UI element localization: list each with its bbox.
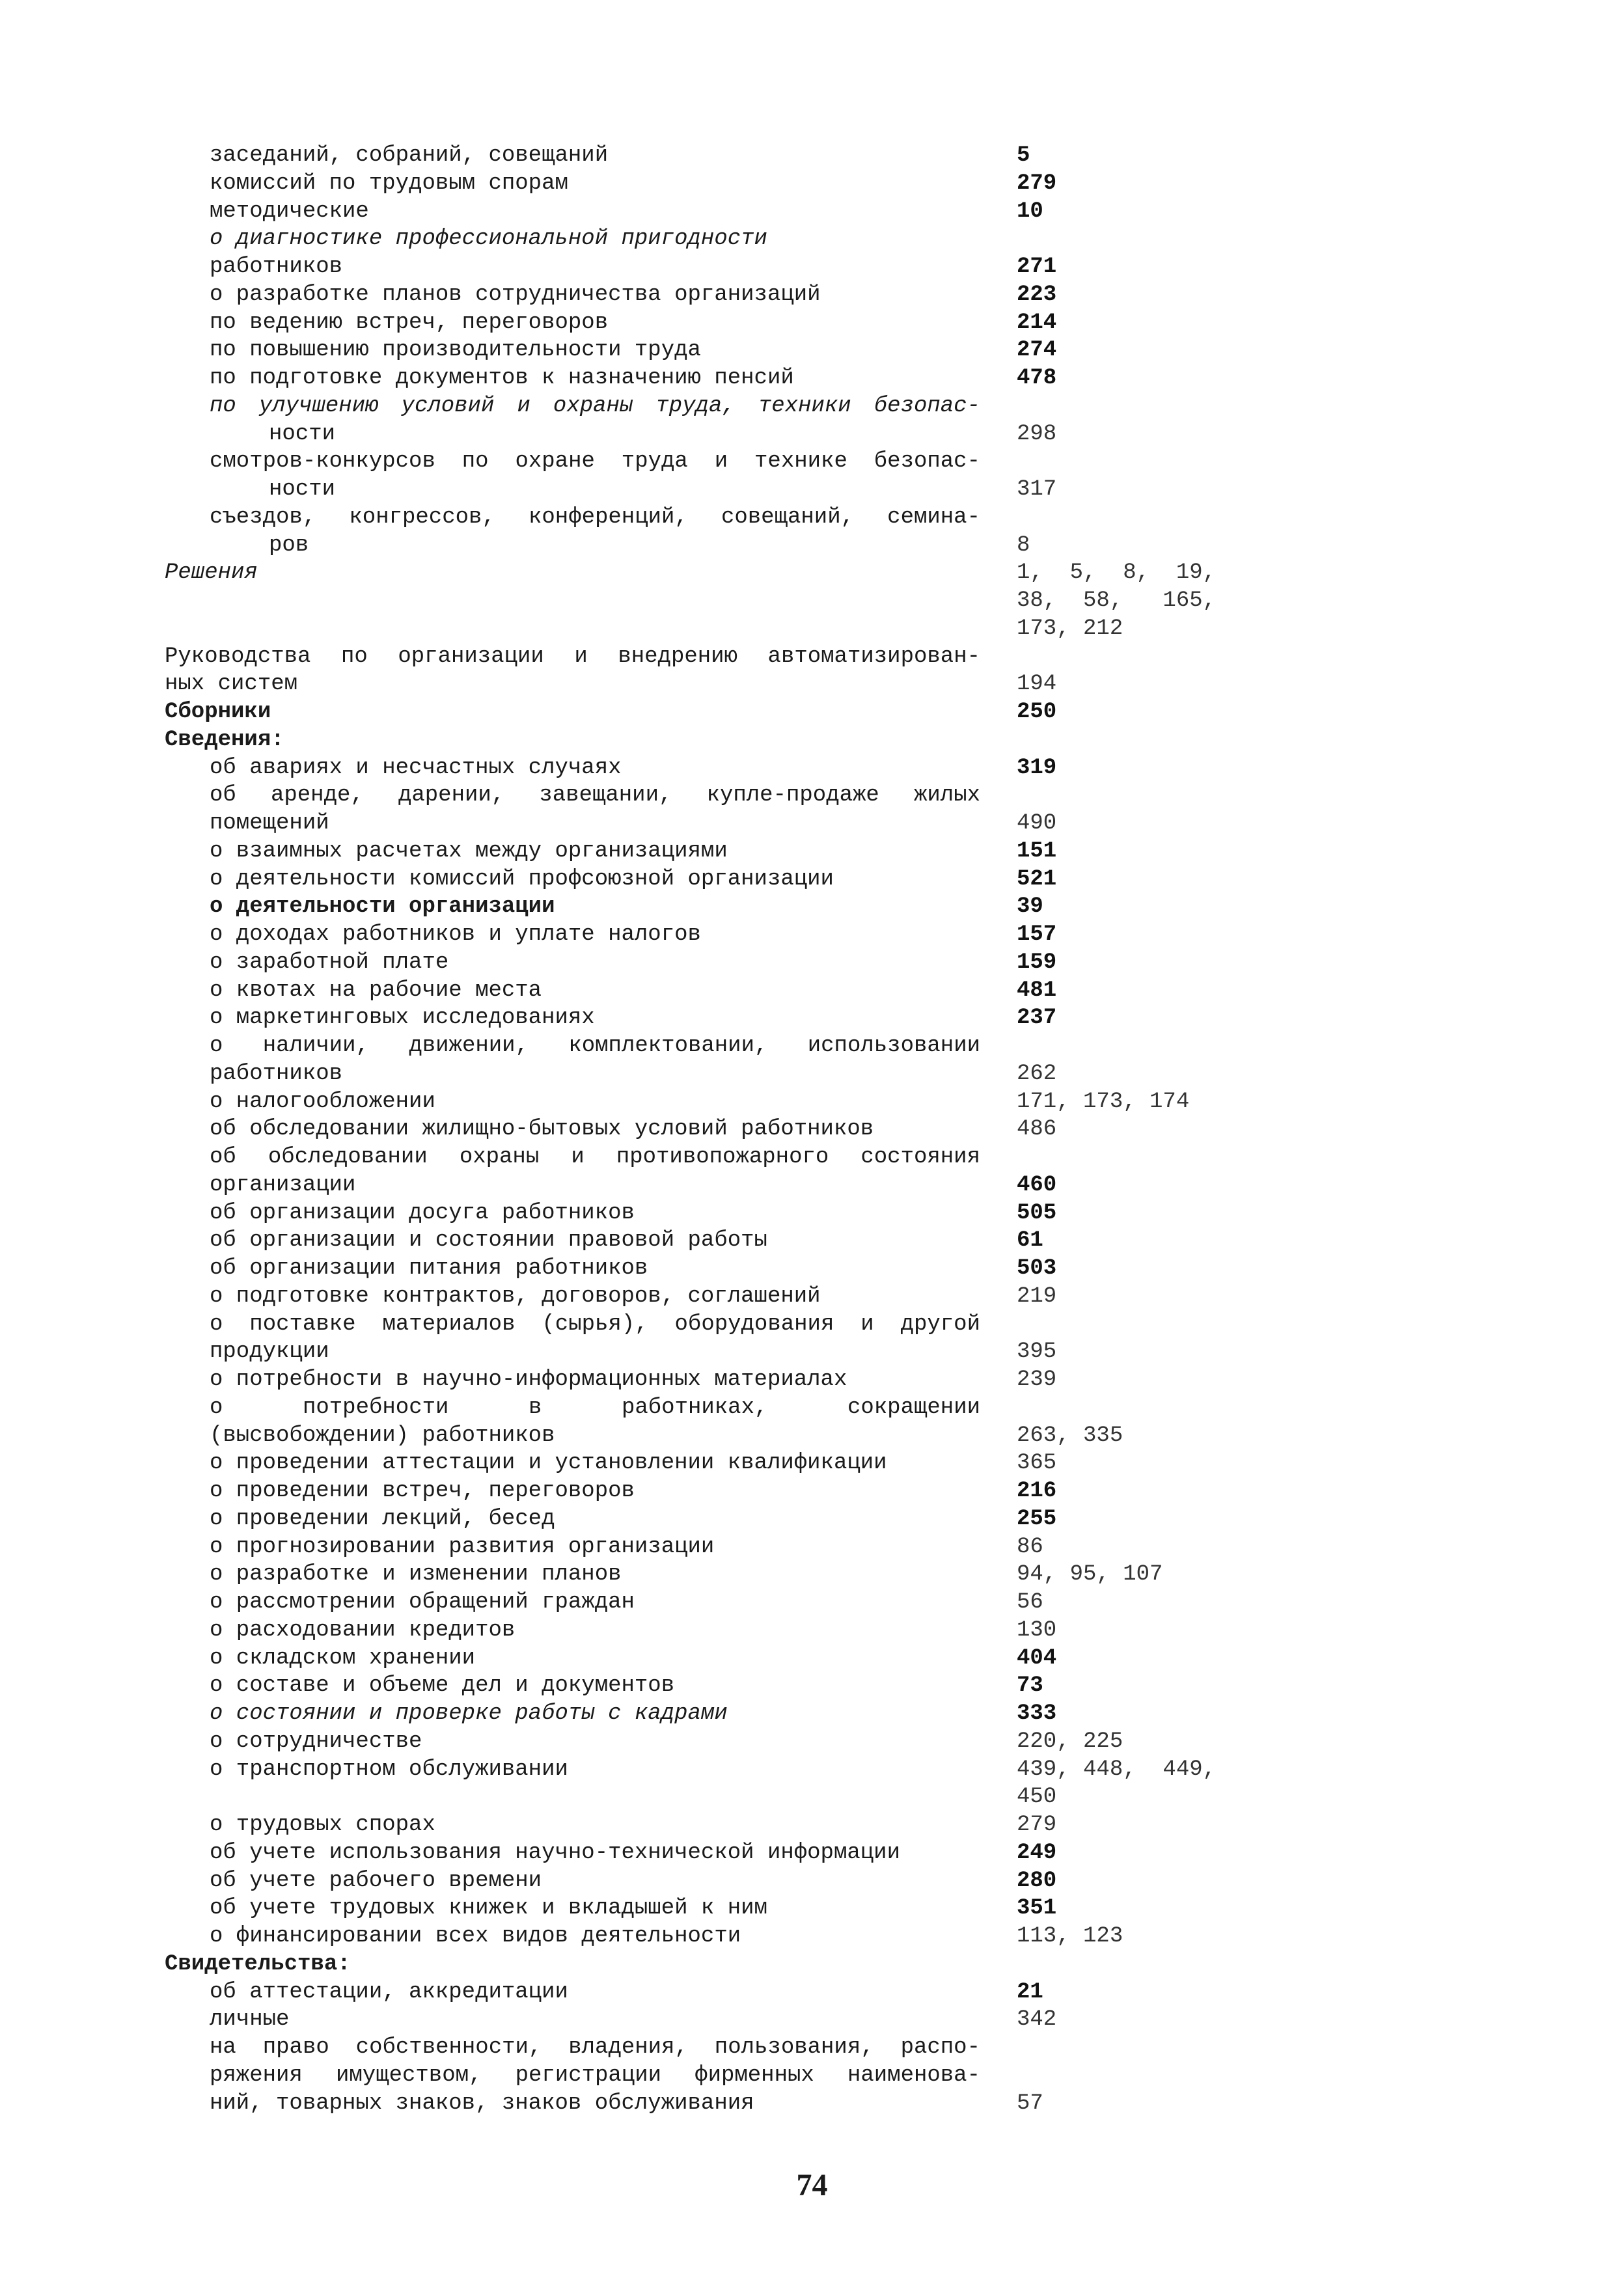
entry-text: работников xyxy=(210,1062,343,1086)
entry-text: о проведении лекций, бесед xyxy=(210,1507,555,1531)
entry-page-ref: 250 xyxy=(1017,700,1057,724)
page-number: 74 xyxy=(796,2168,828,2202)
entry-text: по ведению встреч, переговоров xyxy=(210,310,609,335)
entry-text: личные xyxy=(210,2007,290,2032)
index-entry xyxy=(0,1199,1624,1227)
index-entry xyxy=(0,2062,1624,2090)
entry-text: об обследовании охраны и противопожарного состояния xyxy=(210,1145,980,1170)
entry-text: о заработной плате xyxy=(210,950,449,975)
entry-page-ref: 173, 212 xyxy=(1017,616,1123,641)
entry-page-ref: 86 xyxy=(1017,1535,1043,1559)
entry-page-ref: 130 xyxy=(1017,1618,1057,1643)
entry-page-ref: 73 xyxy=(1017,1673,1043,1698)
entry-text: о разработке и изменении планов xyxy=(210,1562,622,1587)
entry-text: ряжения имуществом, регистрации фирменных наименова- xyxy=(210,2063,980,2088)
index-entry xyxy=(0,1783,1624,1811)
entry-text: об авариях и несчастных случаях xyxy=(210,756,622,780)
index-entry xyxy=(0,866,1624,894)
entry-text: о разработке планов сотрудничества организаций xyxy=(210,282,821,307)
entry-page-ref: 439, 448, 449, xyxy=(1017,1757,1217,1782)
entry-page-ref: 1, 5, 8, 19, xyxy=(1017,560,1217,585)
entry-text: о трудовых спорах xyxy=(210,1813,435,1837)
entry-text: об обследовании жилищно-бытовых условий работников xyxy=(210,1117,874,1142)
index-entry xyxy=(0,2090,1624,2118)
entry-page-ref: 157 xyxy=(1017,922,1057,947)
index-entry xyxy=(0,1394,1624,1422)
index-entry xyxy=(0,1756,1624,1784)
entry-text: об организации питания работников xyxy=(210,1256,648,1281)
entry-page-ref: 521 xyxy=(1017,867,1057,892)
entry-page-ref: 57 xyxy=(1017,2091,1043,2116)
index-entry xyxy=(0,1923,1624,1951)
index-entry xyxy=(0,1311,1624,1339)
entry-text: о потребности в научно-информационных материалах xyxy=(210,1367,847,1392)
entry-text: съездов, конгрессов, конференций, совещаний, семина- xyxy=(210,505,980,530)
entry-text: о взаимных расчетах между организациями xyxy=(210,839,728,864)
index-entry xyxy=(0,504,1624,532)
index-entry xyxy=(0,1004,1624,1032)
entry-text: ных систем xyxy=(165,672,298,696)
entry-page-ref: 333 xyxy=(1017,1701,1057,1726)
entry-text: на право собственности, владения, пользования, распо- xyxy=(210,2035,980,2060)
index-entry xyxy=(0,1283,1624,1311)
index-entry xyxy=(0,253,1624,281)
index-entry xyxy=(0,838,1624,866)
entry-text: о транспортном обслуживании xyxy=(210,1757,568,1782)
entry-page-ref: 317 xyxy=(1017,477,1057,502)
entry-text: об аттестации, аккредитации xyxy=(210,1980,568,2005)
entry-text: о маркетинговых исследованиях xyxy=(210,1006,595,1030)
index-entry xyxy=(0,336,1624,364)
index-entry xyxy=(0,1088,1624,1116)
index-entry xyxy=(0,1477,1624,1505)
entry-text: о финансировании всех видов деятельности xyxy=(210,1924,741,1949)
entry-page-ref: 159 xyxy=(1017,950,1057,975)
entry-page-ref: 365 xyxy=(1017,1451,1057,1475)
index-entry xyxy=(0,1533,1624,1561)
entry-page-ref: 395 xyxy=(1017,1339,1057,1364)
index-entry xyxy=(0,670,1624,698)
index-entry xyxy=(0,1255,1624,1283)
index-entry xyxy=(0,1867,1624,1895)
entry-page-ref: 478 xyxy=(1017,366,1057,391)
entry-page-ref: 239 xyxy=(1017,1367,1057,1392)
index-entry xyxy=(0,198,1624,226)
entry-page-ref: 319 xyxy=(1017,756,1057,780)
entry-text: о наличии, движении, комплектовании, использовании xyxy=(210,1034,980,1058)
entry-text: Сборники xyxy=(165,700,271,724)
entry-page-ref: 151 xyxy=(1017,839,1057,864)
entry-page-ref: 216 xyxy=(1017,1479,1057,1503)
index-entry xyxy=(0,615,1624,643)
entry-text: ности xyxy=(269,422,336,446)
index-entry xyxy=(0,1338,1624,1366)
entry-text: о сотрудничестве xyxy=(210,1729,422,1754)
entry-page-ref: 460 xyxy=(1017,1173,1057,1198)
index-entry xyxy=(0,225,1624,253)
entry-page-ref: 490 xyxy=(1017,811,1057,836)
index-entry xyxy=(0,1645,1624,1673)
entry-text: продукции xyxy=(210,1339,329,1364)
entry-text: о рассмотрении обращений граждан xyxy=(210,1590,635,1615)
entry-page-ref: 342 xyxy=(1017,2007,1057,2032)
entry-text: о квотах на рабочие места xyxy=(210,978,542,1003)
index-entry xyxy=(0,1116,1624,1144)
index-entry xyxy=(0,420,1624,448)
index-entry xyxy=(0,1449,1624,1477)
entry-text: о поставке материалов (сырья), оборудования и другой xyxy=(210,1312,980,1337)
entry-page-ref: 279 xyxy=(1017,171,1057,196)
entry-text: организации xyxy=(210,1173,356,1198)
entry-text: об учете использования научно-технической информации xyxy=(210,1841,900,1865)
index-entry xyxy=(0,1561,1624,1589)
entry-text: о прогнозировании развития организации xyxy=(210,1535,715,1559)
index-entry xyxy=(0,1700,1624,1728)
entry-text: Решения xyxy=(165,560,258,585)
index-entry xyxy=(0,2034,1624,2062)
entry-text: о доходах работников и уплате налогов xyxy=(210,922,701,947)
entry-text: о складском хранении xyxy=(210,1646,476,1671)
index-entry xyxy=(0,977,1624,1005)
index-entry xyxy=(0,698,1624,726)
entry-page-ref: 351 xyxy=(1017,1896,1057,1921)
entry-page-ref: 505 xyxy=(1017,1201,1057,1226)
entry-text: об учете рабочего времени xyxy=(210,1869,542,1893)
entry-page-ref: 237 xyxy=(1017,1006,1057,1030)
entry-text: о состоянии и проверке работы с кадрами xyxy=(210,1701,728,1726)
index-entry xyxy=(0,1895,1624,1923)
index-entry xyxy=(0,810,1624,838)
entry-page-ref: 10 xyxy=(1017,199,1043,224)
entry-page-ref: 450 xyxy=(1017,1785,1057,1809)
entry-page-ref: 61 xyxy=(1017,1228,1043,1253)
entry-text: помещений xyxy=(210,811,329,836)
index-entry xyxy=(0,364,1624,392)
entry-text: о подготовке контрактов, договоров, соглашений xyxy=(210,1284,821,1309)
entry-text: ров xyxy=(269,533,309,558)
entry-page-ref: 113, 123 xyxy=(1017,1924,1123,1949)
index-entry xyxy=(0,309,1624,337)
entry-text: об организации и состоянии правовой работы xyxy=(210,1228,767,1253)
entry-text: ний, товарных знаков, знаков обслуживания xyxy=(210,2091,754,2116)
entry-page-ref: 5 xyxy=(1017,143,1030,168)
index-entry xyxy=(0,2006,1624,2034)
entry-page-ref: 214 xyxy=(1017,310,1057,335)
index-entry xyxy=(0,726,1624,754)
index-entry xyxy=(0,1811,1624,1839)
index-entry xyxy=(0,448,1624,476)
entry-text: о проведении аттестации и установлении квалификации xyxy=(210,1451,887,1475)
entry-text: Сведения: xyxy=(165,728,284,752)
entry-page-ref: 38, 58, 165, xyxy=(1017,588,1217,613)
index-entry xyxy=(0,1227,1624,1255)
index-entry xyxy=(0,142,1624,170)
entry-page-ref: 279 xyxy=(1017,1813,1057,1837)
entry-text: ности xyxy=(269,477,336,502)
entry-page-ref: 171, 173, 174 xyxy=(1017,1090,1190,1114)
entry-page-ref: 194 xyxy=(1017,672,1057,696)
entry-text: по подготовке документов к назначению пенсий xyxy=(210,366,794,391)
index-entry xyxy=(0,1728,1624,1756)
index-entry xyxy=(0,643,1624,671)
entry-text: по улучшению условий и охраны труда, техники безопас- xyxy=(210,394,980,418)
entry-page-ref: 280 xyxy=(1017,1869,1057,1893)
entry-text: о деятельности комиссий профсоюзной организации xyxy=(210,867,834,892)
entry-text: методические xyxy=(210,199,369,224)
entry-page-ref: 271 xyxy=(1017,254,1057,279)
entry-text: смотров-конкурсов по охране труда и технике безопас- xyxy=(210,449,980,474)
index-entry xyxy=(0,1672,1624,1700)
entry-text: о диагностике профессиональной пригодности xyxy=(210,226,767,251)
entry-text: о составе и объеме дел и документов xyxy=(210,1673,675,1698)
index-entry xyxy=(0,893,1624,921)
entry-text: об аренде, дарении, завещании, купле-продаже жилых xyxy=(210,783,980,808)
index-entry xyxy=(0,392,1624,420)
entry-text: комиссий по трудовым спорам xyxy=(210,171,568,196)
index-entry xyxy=(0,782,1624,810)
index-entry xyxy=(0,1060,1624,1088)
entry-page-ref: 486 xyxy=(1017,1117,1057,1142)
entry-page-ref: 220, 225 xyxy=(1017,1729,1123,1754)
entry-text: Свидетельства: xyxy=(165,1952,351,1977)
index-entry xyxy=(0,1589,1624,1617)
entry-page-ref: 39 xyxy=(1017,894,1043,919)
index-entry xyxy=(0,754,1624,782)
entry-text: об организации досуга работников xyxy=(210,1201,635,1226)
entry-page-ref: 274 xyxy=(1017,338,1057,363)
entry-text: о потребности в работниках, сокращении xyxy=(210,1395,980,1420)
entry-page-ref: 56 xyxy=(1017,1590,1043,1615)
entry-text: (высвобождении) работников xyxy=(210,1423,555,1448)
entry-page-ref: 249 xyxy=(1017,1841,1057,1865)
index-entry xyxy=(0,1366,1624,1394)
index-entry xyxy=(0,587,1624,615)
index-entry xyxy=(0,1032,1624,1060)
index-entry xyxy=(0,949,1624,977)
index-entry xyxy=(0,281,1624,309)
index-entry xyxy=(0,1979,1624,2007)
entry-page-ref: 94, 95, 107 xyxy=(1017,1562,1163,1587)
entry-page-ref: 298 xyxy=(1017,422,1057,446)
entry-page-ref: 255 xyxy=(1017,1507,1057,1531)
entry-page-ref: 219 xyxy=(1017,1284,1057,1309)
entry-text: заседаний, собраний, совещаний xyxy=(210,143,609,168)
index-entry xyxy=(0,170,1624,198)
index-entry xyxy=(0,1144,1624,1172)
index-entry xyxy=(0,1839,1624,1867)
entry-text: о проведении встреч, переговоров xyxy=(210,1479,635,1503)
index-entry xyxy=(0,921,1624,949)
entry-text: Руководства по организации и внедрению автоматизирован- xyxy=(165,644,980,669)
index-entry xyxy=(0,1505,1624,1533)
entry-page-ref: 481 xyxy=(1017,978,1057,1003)
entry-text: о деятельности организации xyxy=(210,894,555,919)
entry-page-ref: 223 xyxy=(1017,282,1057,307)
entry-text: об учете трудовых книжек и вкладышей к ним xyxy=(210,1896,767,1921)
entry-page-ref: 8 xyxy=(1017,533,1030,558)
index-entry xyxy=(0,559,1624,587)
index-entry xyxy=(0,1422,1624,1450)
index-entry xyxy=(0,1617,1624,1645)
entry-page-ref: 503 xyxy=(1017,1256,1057,1281)
index-entry xyxy=(0,1172,1624,1199)
entry-text: работников xyxy=(210,254,343,279)
entry-text: о налогообложении xyxy=(210,1090,435,1114)
entry-text: о расходовании кредитов xyxy=(210,1618,516,1643)
entry-page-ref: 404 xyxy=(1017,1646,1057,1671)
entry-page-ref: 262 xyxy=(1017,1062,1057,1086)
entry-page-ref: 21 xyxy=(1017,1980,1043,2005)
entry-page-ref: 263, 335 xyxy=(1017,1423,1123,1448)
index-entry xyxy=(0,532,1624,560)
entry-text: по повышению производительности труда xyxy=(210,338,701,363)
index-entry xyxy=(0,1951,1624,1979)
index-entry xyxy=(0,476,1624,504)
